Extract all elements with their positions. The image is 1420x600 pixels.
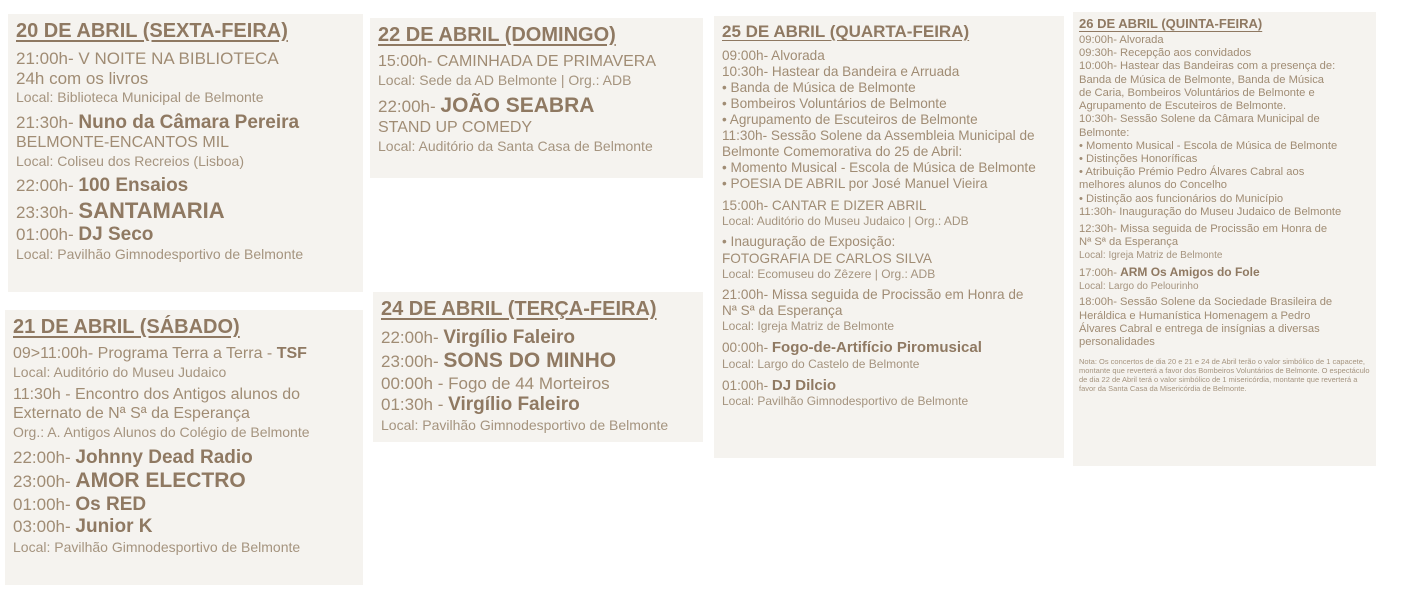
schedule-day-26 xyxy=(1073,12,1376,466)
event-location: Local: Auditório do Museu Judaico | Org.: ADB xyxy=(722,214,969,229)
event-organizer: Org.: A. Antigos Alunos do Colégio de Belmonte xyxy=(13,424,310,441)
event-line: 11:30h- Sessão Solene da Assembleia Municipal de xyxy=(722,128,1035,144)
event-line: Nª Sª da Esperança xyxy=(1079,236,1179,249)
event-line xyxy=(13,447,355,469)
event-line xyxy=(16,198,355,224)
event-time: 01:00h- xyxy=(13,494,71,514)
schedule-day-24 xyxy=(373,292,703,442)
event-time: 22:00h- xyxy=(381,328,439,347)
event-line: • Atribuição Prémio Pedro Álvares Cabral aos xyxy=(1079,166,1305,179)
event-line: 21:00h- Missa seguida de Procissão em Honra de xyxy=(722,286,1024,302)
event-line: • Distinções Honoríficas xyxy=(1079,152,1198,165)
day-heading: 22 DE ABRIL (DOMINGO) xyxy=(378,24,616,46)
day-heading: 20 DE ABRIL (SEXTA-FEIRA) xyxy=(16,20,288,42)
event-line: • Inauguração de Exposição: xyxy=(722,234,896,250)
event-time: 17:00h- xyxy=(1079,267,1117,280)
event-subtitle: BELMONTE-ENCANTOS MIL xyxy=(16,134,230,152)
event-line: FOTOGRAFIA DE CARLOS SILVA xyxy=(722,250,932,266)
event-line: 12:30h- Missa seguida de Procissão em Honra de xyxy=(1079,223,1328,236)
event-location: Local: Ecomuseu do Zêzere | Org.: ADB xyxy=(722,266,936,281)
event-line: 11:30h - Encontro dos Antigos alunos do xyxy=(13,386,301,404)
event-line: 10:30h- Sessão Solene da Câmara Municipal de xyxy=(1079,113,1320,126)
event-line xyxy=(1079,265,1370,280)
event-location: Local: Auditório da Santa Casa de Belmonte xyxy=(378,138,653,155)
event-text: 09>11:00h- Programa Terra a Terra - xyxy=(13,345,273,362)
event-time: 23:00h- xyxy=(13,472,71,492)
event-name: DJ Dilcio xyxy=(771,376,837,394)
event-line xyxy=(13,469,355,494)
event-location: Local: Pavilhão Gimnodesportivo de Belmonte xyxy=(722,394,969,409)
event-name: Fogo-de-Artifício Piromusical xyxy=(771,338,982,356)
event-name: Os RED xyxy=(75,493,147,515)
event-line: 18:00h- Sessão Solene da Sociedade Brasileira de xyxy=(1079,296,1333,309)
event-name: Johnny Dead Radio xyxy=(75,446,253,468)
event-time: 01:30h - xyxy=(381,395,444,415)
event-line: • Agrupamento de Escuteiros de Belmonte xyxy=(722,112,978,128)
event-line: Belmonte Comemorativa do 25 de Abril: xyxy=(722,144,963,160)
event-location: Local: Largo do Castelo de Belmonte xyxy=(722,356,920,371)
event-line: 10:00h- Hastear das Bandeiras com a presença de: xyxy=(1079,60,1336,73)
event-location: Local: Pavilhão Gimnodesportivo de Belmonte xyxy=(13,538,301,555)
event-line xyxy=(13,494,355,516)
event-line: • Momento Musical - Escola de Música de Belmonte xyxy=(1079,139,1338,152)
event-time: 22:00h- xyxy=(378,97,436,117)
event-location: Local: Igreja Matriz de Belmonte xyxy=(722,318,895,333)
event-line: 09:30h- Recepção aos convidados xyxy=(1079,47,1252,60)
event-line xyxy=(381,327,695,349)
event-line: 15:00h- CANTAR E DIZER ABRIL xyxy=(722,198,927,214)
event-location: Local: Pavilhão Gimnodesportivo de Belmonte xyxy=(381,416,669,433)
event-name: AMOR ELECTRO xyxy=(75,469,246,493)
event-time: 03:00h- xyxy=(13,517,71,537)
event-line: 09:00h- Alvorada xyxy=(722,48,825,63)
day-heading: 25 DE ABRIL (QUARTA-FEIRA) xyxy=(722,22,970,41)
event-name: Nuno da Câmara Pereira xyxy=(78,111,300,133)
schedule-day-25 xyxy=(714,16,1064,458)
event-name: DJ Seco xyxy=(78,223,154,245)
event-line: 21:00h- V NOITE NA BIBLIOTECA xyxy=(16,49,279,68)
event-line xyxy=(16,112,355,134)
day-heading: 21 DE ABRIL (SÁBADO) xyxy=(13,316,240,338)
event-line: Belmonte: xyxy=(1079,126,1130,139)
event-line: • POESIA DE ABRIL por José Manuel Vieira xyxy=(722,176,988,192)
event-line xyxy=(722,377,1056,395)
event-time: 23:00h- xyxy=(381,352,439,372)
event-location: Local: Biblioteca Municipal de Belmonte xyxy=(16,89,264,106)
schedule-day-20 xyxy=(8,14,363,292)
event-line: 15:00h- CAMINHADA DE PRIMAVERA xyxy=(378,53,657,70)
event-location: Local: Sede da AD Belmonte | Org.: ADB xyxy=(378,71,632,88)
event-line xyxy=(16,224,355,246)
event-location: Local: Coliseu dos Recreios (Lisboa) xyxy=(16,152,244,169)
event-location: Local: Largo do Pelourinho xyxy=(1079,280,1199,292)
event-line xyxy=(13,345,355,364)
event-time: 22:00h- xyxy=(13,447,71,467)
event-line xyxy=(378,94,695,119)
event-line: melhores alunos do Concelho xyxy=(1079,179,1228,192)
event-line: • Banda de Música de Belmonte xyxy=(722,80,916,96)
event-time: 21:30h- xyxy=(16,112,74,132)
event-line: personalidades xyxy=(1079,335,1155,348)
event-line xyxy=(13,516,355,538)
event-location: Local: Pavilhão Gimnodesportivo de Belmonte xyxy=(16,246,304,263)
event-line xyxy=(16,175,355,197)
event-line: • Distinção aos funcionários do Município xyxy=(1079,192,1284,205)
event-time: 22:00h- xyxy=(16,176,74,196)
event-time: 23:30h- xyxy=(16,202,74,222)
event-name: ARM Os Amigos do Fole xyxy=(1120,265,1260,280)
event-line: 11:30h- Inauguração do Museu Judaico de Belmonte xyxy=(1079,205,1342,218)
event-name: 100 Ensaios xyxy=(78,175,189,197)
event-name: Virgílio Faleiro xyxy=(448,394,580,416)
footnote: Nota: Os concertos de dia 20 e 21 e 24 de Abril terão o valor simbólico de 1 capacete, montante que reverterá a favor dos Bombeiros Voluntários de Belmonte. O espectáculo de dia 22 de Abril terá o valor simbólico de 1 misericórdia, montante que reverterá a favor da Santa Casa da Misericórdia de Belmonte. xyxy=(1079,357,1370,394)
event-name: TSF xyxy=(276,345,307,362)
event-location: Local: Igreja Matriz de Belmonte xyxy=(1079,249,1223,261)
event-line: 24h com os livros xyxy=(16,69,149,89)
schedule-day-22 xyxy=(370,18,703,178)
event-line: Álvares Cabral e entrega de insígnias a diversas xyxy=(1079,322,1320,335)
event-line: 10:30h- Hastear da Bandeira e Arruada xyxy=(722,64,960,80)
event-time: 01:00h- xyxy=(16,224,74,244)
event-line: Agrupamento de Escuteiros de Belmonte. xyxy=(1079,100,1287,113)
event-name: Virgílio Faleiro xyxy=(443,327,576,348)
event-line: Nª Sª da Esperança xyxy=(722,302,843,318)
event-line xyxy=(381,349,695,374)
event-line: Banda de Música de Belmonte, Banda de Música xyxy=(1079,73,1325,86)
day-heading: 26 DE ABRIL (QUINTA-FEIRA) xyxy=(1079,16,1263,31)
day-heading: 24 DE ABRIL (TERÇA-FEIRA) xyxy=(381,298,657,320)
event-line xyxy=(722,339,1056,357)
event-time: 01:00h- xyxy=(722,377,769,393)
event-location: Local: Auditório do Museu Judaico xyxy=(13,363,227,380)
event-line: 09:00h- Alvorada xyxy=(1079,34,1164,46)
event-line: • Bombeiros Voluntários de Belmonte xyxy=(722,96,947,112)
event-name: JOÃO SEABRA xyxy=(440,94,595,118)
event-line: • Momento Musical - Escola de Música de Belmonte xyxy=(722,160,1036,176)
event-line: Externato de Nª Sª da Esperança xyxy=(13,405,250,423)
event-name: SANTAMARIA xyxy=(78,197,225,223)
schedule-day-21 xyxy=(5,310,363,585)
event-line xyxy=(381,394,695,416)
event-name: Junior K xyxy=(75,516,153,538)
event-time: 00:00h- xyxy=(722,339,769,355)
event-line: 00:00h - Fogo de 44 Morteiros xyxy=(381,374,610,394)
event-line: de Caria, Bombeiros Voluntários de Belmonte e xyxy=(1079,86,1315,99)
event-subtitle: STAND UP COMEDY xyxy=(378,119,533,137)
event-name: SONS DO MINHO xyxy=(443,349,617,373)
event-line: Heráldica e Humanística Homenagem a Pedro xyxy=(1079,309,1311,322)
